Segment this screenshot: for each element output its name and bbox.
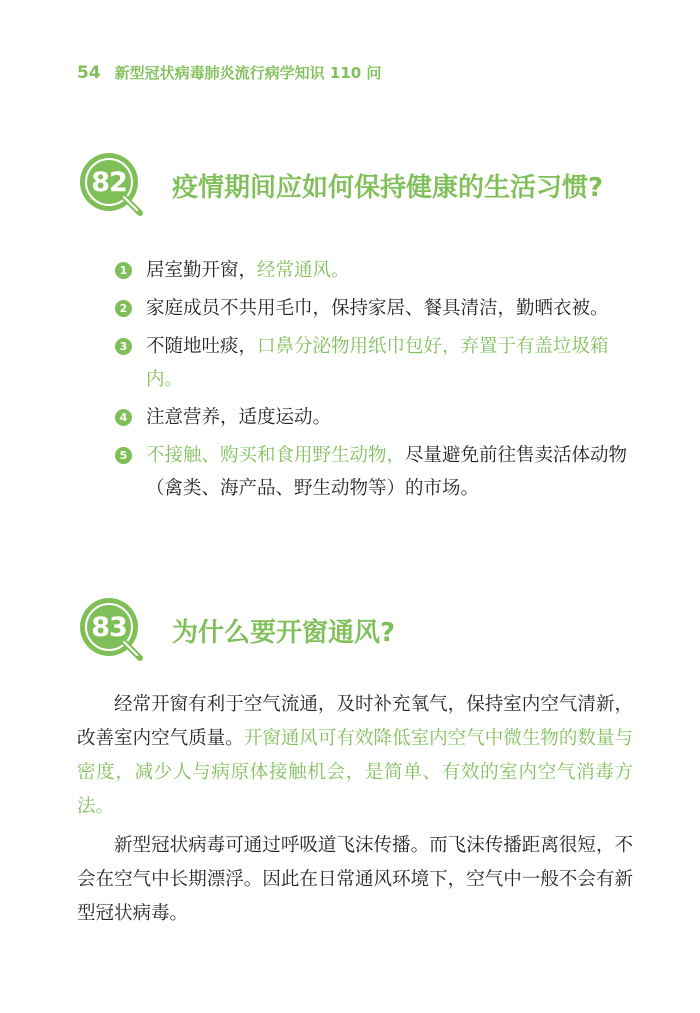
list-item: [115, 330, 630, 396]
item-text: 居室勤开窗，: [146, 260, 258, 281]
page-number: 54: [77, 63, 101, 83]
item-text: 注意营养，适度运动。: [146, 407, 332, 428]
item-highlight: 口鼻分泌物用纸巾包好，弃置于有盖垃圾箱内。: [146, 336, 609, 390]
running-header: [77, 62, 381, 83]
answer-body: [77, 688, 633, 936]
list-item: [115, 254, 630, 287]
paragraph-text: 经常开窗有利于空气流通，及时补充氧气，保持室内空气清新，改善室内空气质量。: [77, 694, 633, 749]
book-title: 新型冠状病毒肺炎流行病学知识 110 问: [114, 64, 382, 82]
item-text: 不随地吐痰，: [146, 336, 258, 357]
item-highlight: 不接触、购买和食用野生动物，: [146, 445, 406, 466]
number-marker-icon: 1: [115, 262, 132, 279]
habit-list: [115, 254, 630, 510]
list-item: [115, 292, 630, 325]
magnifier-badge-icon: [80, 153, 144, 217]
number-marker-icon: 5: [115, 447, 132, 464]
question-number: 82: [91, 166, 127, 198]
number-marker-icon: 4: [115, 409, 132, 426]
item-highlight: 经常通风。: [257, 260, 350, 281]
paragraph: [77, 688, 633, 824]
question-title: 疫情期间应如何保持健康的生活习惯?: [172, 172, 604, 203]
item-text: 家庭成员不共用毛巾，保持家居、餐具清洁，勤晒衣被。: [146, 298, 609, 319]
list-item: [115, 439, 630, 505]
number-marker-icon: 3: [115, 338, 132, 355]
paragraph-highlight: 开窗通风可有效降低室内空气中微生物的数量与密度，减少人与病原体接触机会，是简单、有效的室内空气消毒方法。: [77, 728, 633, 817]
item-text: 尽量避免前往售卖活体动物（禽类、海产品、野生动物等）的市场。: [146, 445, 628, 499]
paragraph: 新型冠状病毒可通过呼吸道飞沫传播。而飞沫传播距离很短，不会在空气中长期漂浮。因此在日常通风环境下，空气中一般不会有新型冠状病毒。: [77, 835, 633, 924]
number-marker-icon: 2: [115, 300, 132, 317]
question-title: 为什么要开窗通风?: [172, 617, 396, 648]
question-83-heading: [80, 598, 395, 662]
question-82-heading: [80, 153, 603, 217]
magnifier-badge-icon: [80, 598, 144, 662]
list-item: [115, 401, 630, 434]
question-number: 83: [91, 611, 127, 643]
